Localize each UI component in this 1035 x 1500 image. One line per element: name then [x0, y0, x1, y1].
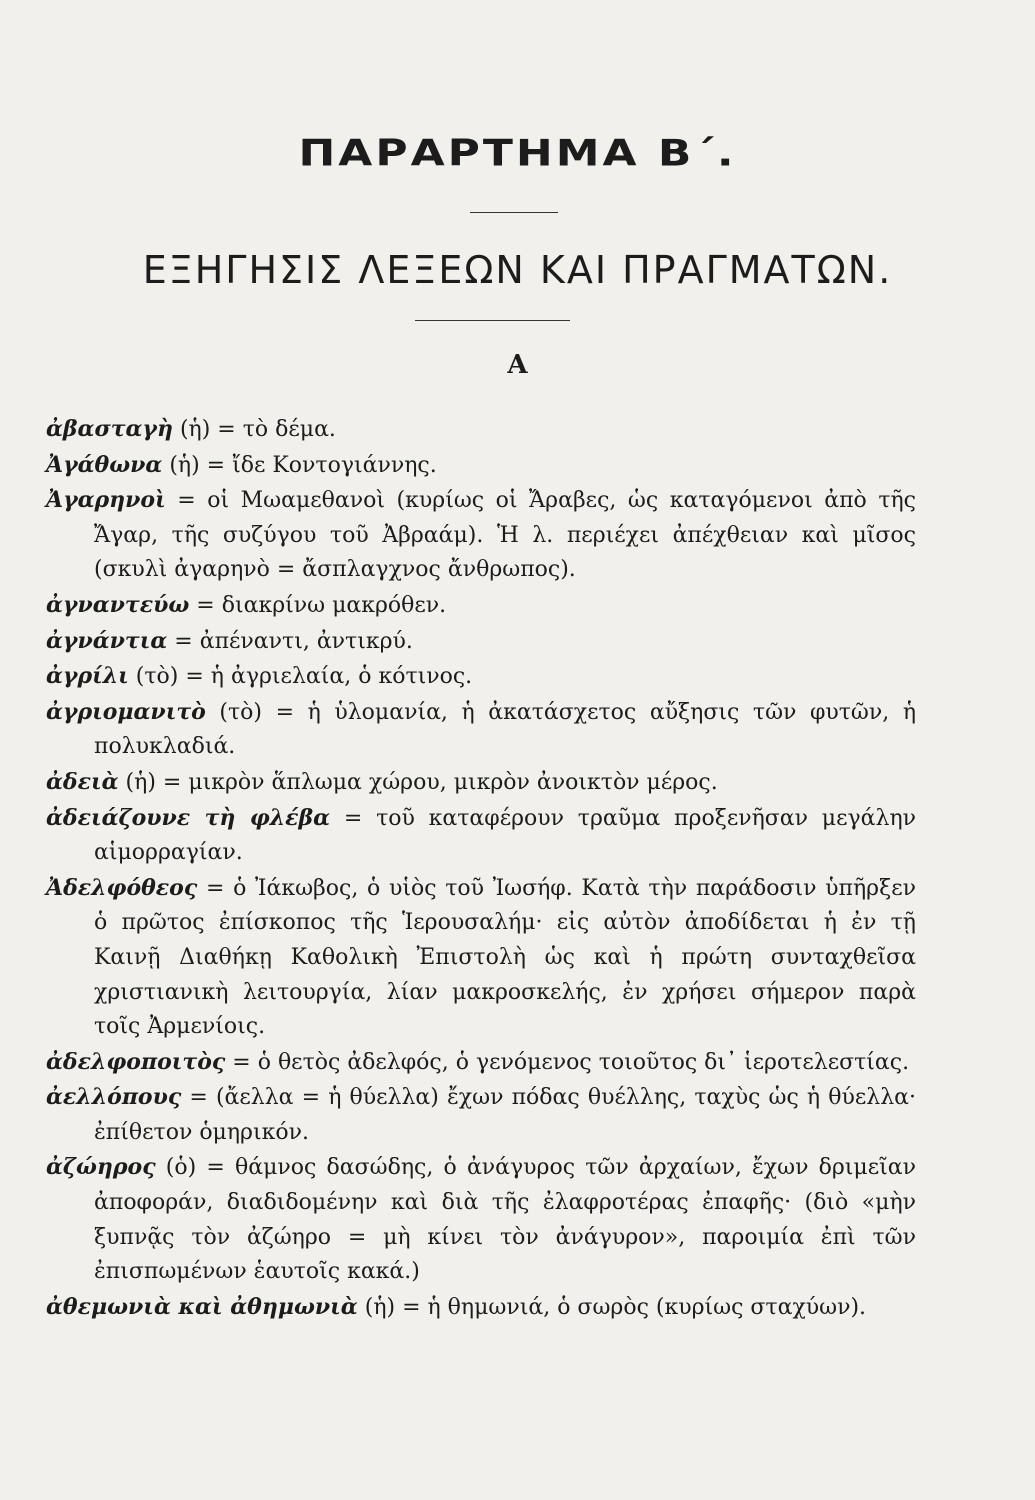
appendix-title: ΠΑΡΑΡΤΗΜΑ Β΄.	[298, 132, 737, 175]
entry-term: ἀγρίλι	[46, 663, 129, 690]
entry-term: ἀβασταγὴ	[46, 416, 173, 442]
glossary-entry	[46, 695, 916, 765]
entry-definition: = οἱ Μωαμεθανοὶ (κυρίως οἱ Ἄραβες, ὡς καταγόμενοι ἀπὸ τῆς Ἄγαρ, τῆς συζύγου τοῦ Ἀβραάμ). Ἡ λ. περιέχει ἀπέχθειαν καὶ μῖσος (σκυλὶ ἀγαρηνὸ = ἄσπλαγχνος ἄνθρωπος).	[94, 488, 916, 583]
entry-term: ἀγριομανιτὸ	[46, 698, 206, 725]
glossary-entry	[46, 412, 916, 448]
glossary-entry	[46, 448, 916, 484]
entry-term: ἀθεμωνιὰ καὶ ἀθημωνιὰ	[46, 1293, 358, 1320]
entry-term: ἀγνάντια	[46, 627, 168, 654]
entry-term: Ἀγαρηνοὶ	[46, 487, 166, 514]
entry-definition: (ἡ) = ἡ θημωνιά, ὁ σωρὸς (κυρίως σταχύων).	[357, 1294, 867, 1320]
entry-term: ἀζώηρος	[46, 1154, 156, 1181]
entry-term: ἀδειὰ	[46, 768, 119, 795]
section-divider	[415, 320, 570, 321]
glossary-entry	[46, 483, 916, 588]
glossary-entry	[46, 1290, 916, 1326]
glossary-entry	[46, 1080, 916, 1150]
glossary-entry	[46, 624, 916, 660]
entry-definition: = διακρίνω μακρόθεν.	[189, 592, 447, 618]
entry-term: ἀγναντεύω	[46, 591, 190, 618]
entry-definition: (ἡ) = μικρὸν ἅπλωμα χώρου, μικρὸν ἀνοικτὸν μέρος.	[118, 769, 718, 795]
entry-definition: (τὸ) = ἡ ἀγριελαία, ὁ κότινος.	[128, 664, 473, 690]
entry-definition: (ἡ) = ἴδε Κοντογιάννης.	[162, 452, 437, 478]
entry-term: ἀελλόπους	[46, 1084, 182, 1111]
entry-definition: (ὁ) = θάμνος δασώδης, ὁ ἀνάγυρος τῶν ἀρχαίων, ἔχων δριμεῖαν ἀποφοράν, διαδιδομένην καὶ διὰ τῆς ἐλαφροτέρας ἐπαφῆς· (διὸ «μὴν ξυπνᾷς τὸν ἀζώηρο = μὴ κίνει τὸν ἀνάγυρον», παροιμία ἐπὶ τῶν ἐπισπωμένων ἑαυτοῖς κακά.)	[94, 1155, 916, 1285]
entry-term: ἀδελφοποιτὸς	[46, 1048, 226, 1075]
entry-term: ἀδειάζουνε τὴ φλέβα	[46, 804, 331, 831]
entry-definition: (τὸ) = ἡ ὑλομανία, ἡ ἀκατάσχετος αὔξησις τῶν φυτῶν, ἡ πολυκλαδιά.	[94, 699, 916, 760]
glossary-entry	[46, 1150, 916, 1289]
entry-definition: (ἡ) = τὸ δέμα.	[172, 417, 336, 442]
glossary-entry	[46, 1045, 916, 1081]
glossary-entry	[46, 871, 916, 1045]
letter-heading: Α	[507, 350, 528, 380]
entry-definition: = ὁ θετὸς ἀδελφός, ὁ γενόμενος τοιοῦτος δι᾽ ἱεροτελεστίας.	[225, 1049, 910, 1075]
glossary-entries	[46, 412, 916, 1325]
entry-definition: = ἀπέναντι, ἀντικρύ.	[167, 628, 413, 654]
entry-term: Ἀδελφόθεος	[46, 874, 198, 901]
glossary-entry	[46, 765, 916, 801]
entry-term: Ἀγάθωνα	[46, 451, 163, 478]
entry-definition: = τοῦ καταφέρουν τραῦμα προξενῆσαν μεγάλην αἱμορραγίαν.	[94, 805, 916, 866]
entry-definition: = (ἄελλα = ἡ θύελλα) ἔχων πόδας θυέλλης, ταχὺς ὡς ἡ θύελλα· ἐπίθετον ὁμηρικόν.	[94, 1085, 916, 1145]
glossary-entry	[46, 588, 916, 624]
entry-definition: = ὁ Ἰάκωβος, ὁ υἱὸς τοῦ Ἰωσήφ. Κατὰ τὴν παράδοσιν ὑπῆρξεν ὁ πρῶτος ἐπίσκοπος τῆς Ἱερουσαλήμ· εἰς αὐτὸν ἀποδίδεται ἡ ἐν τῇ Καινῇ Διαθήκῃ Καθολικὴ Ἐπιστολὴ ὡς καὶ ἡ πρώτη συνταχθεῖσα χριστιανικὴ λειτουργία, λίαν μακροσκελής, ἐν χρήσει σήμερον παρὰ τοῖς Ἀρμενίοις.	[94, 875, 916, 1040]
section-title: ΕΞΗΓΗΣΙΣ ΛΕΞΕΩΝ ΚΑΙ ΠΡΑΓΜΑΤΩΝ.	[142, 248, 893, 292]
glossary-entry	[46, 659, 916, 695]
title-divider	[470, 212, 558, 213]
glossary-entry	[46, 801, 916, 871]
